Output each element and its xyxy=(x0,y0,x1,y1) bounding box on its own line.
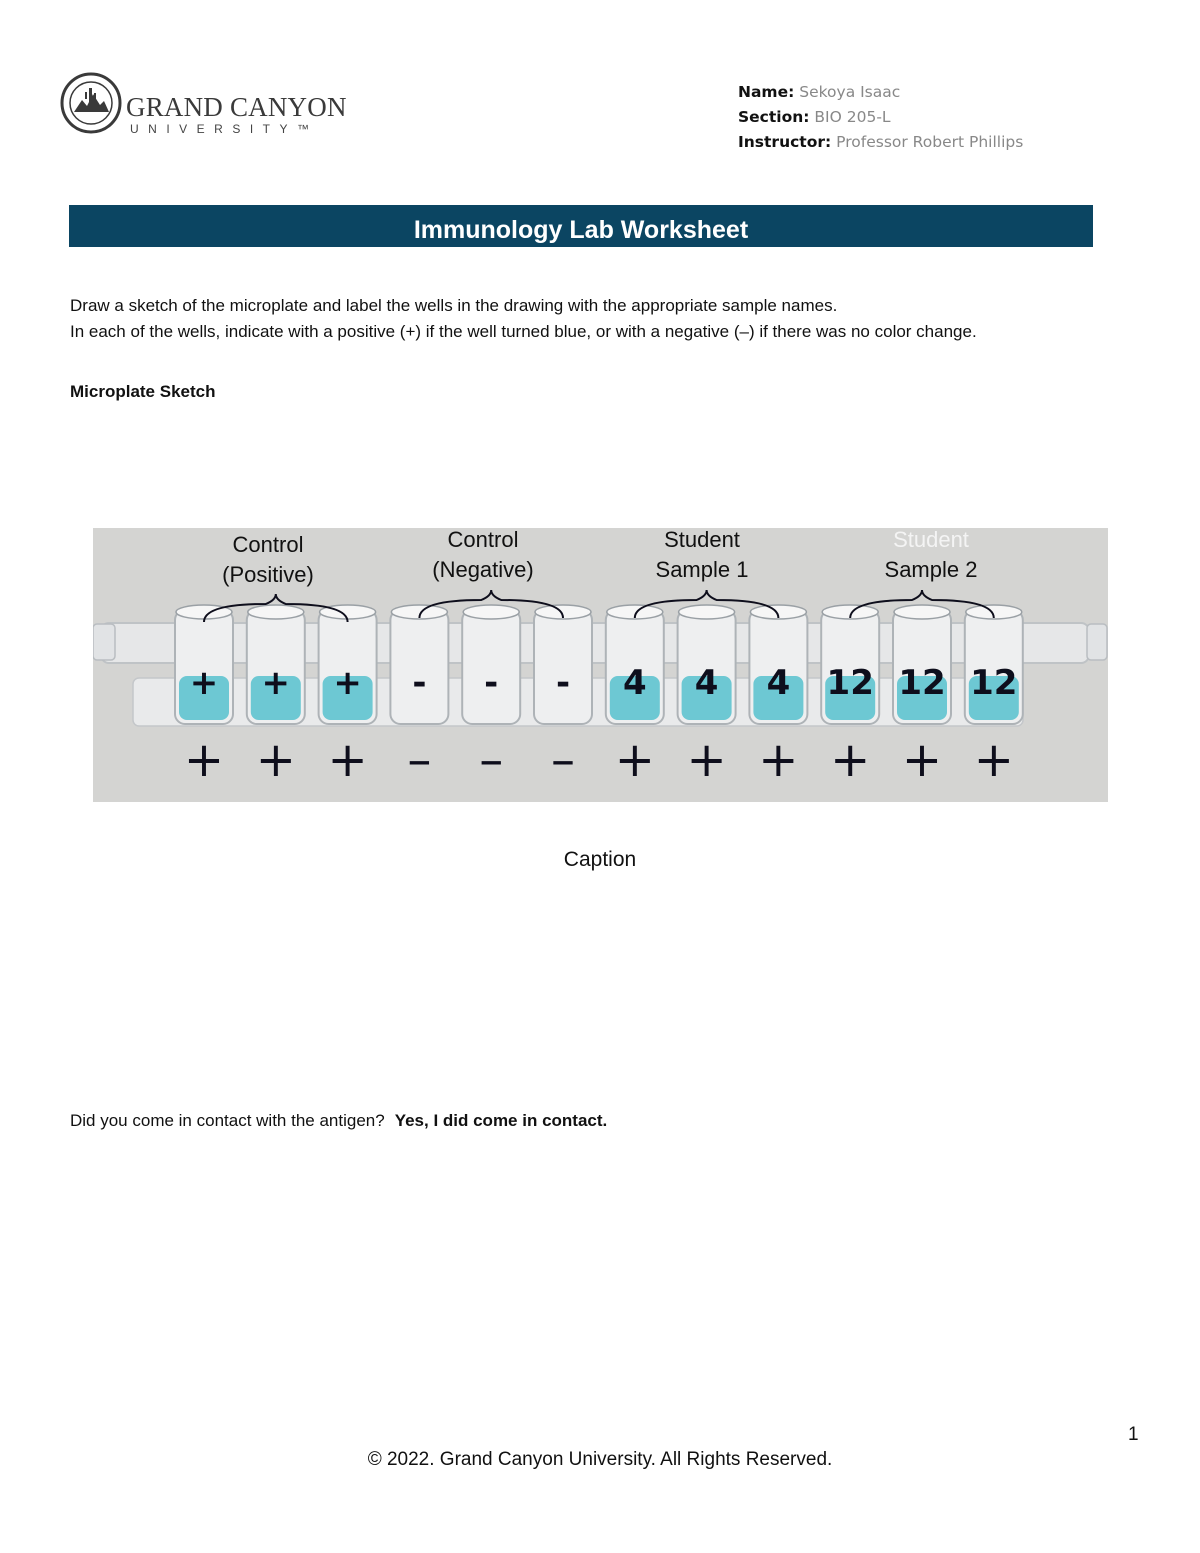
result-mark: + xyxy=(255,732,296,788)
university-logo xyxy=(60,72,347,136)
well-mark: 12 xyxy=(898,663,946,703)
result-mark: + xyxy=(327,732,368,788)
well-rim xyxy=(248,605,304,619)
group-label-line: (Positive) xyxy=(222,562,314,587)
group-label-line: Sample 2 xyxy=(884,557,978,582)
well-rim xyxy=(463,605,519,619)
instruction-paragraph-2: In each of the wells, indicate with a positive (+) if the well turned blue, or with a negative (–) if there was no color change. xyxy=(70,322,977,341)
instructor-value: Professor Robert Phillips xyxy=(836,133,1024,151)
name-line xyxy=(738,80,1023,105)
well-mark: 12 xyxy=(970,663,1018,703)
well-mark: 4 xyxy=(694,663,719,703)
instructor-line xyxy=(738,130,1023,155)
sketch-heading: Microplate Sketch xyxy=(70,382,216,401)
result-mark: + xyxy=(901,732,943,788)
strip-handle-right xyxy=(1087,624,1107,660)
group-label-line: Control xyxy=(232,532,304,557)
well-mark: - xyxy=(484,663,499,703)
section-line xyxy=(738,105,1023,130)
figure-caption: Caption xyxy=(563,848,637,871)
microplate-photo xyxy=(93,528,1108,802)
section-value: BIO 205-L xyxy=(814,108,891,126)
well-mark: + xyxy=(189,663,219,703)
name-label: Name: xyxy=(738,83,795,101)
well-mark: 4 xyxy=(622,663,647,703)
instruction-paragraph-1: Draw a sketch of the microplate and label the wells in the drawing with the appropriate sample names. xyxy=(70,296,838,315)
page-number: 1 xyxy=(1128,1424,1139,1445)
copyright-footer: © 2022. Grand Canyon University. All Rights Reserved. xyxy=(367,1449,833,1470)
well-mark: - xyxy=(555,663,571,703)
university-seal-icon xyxy=(60,72,122,134)
section-label: Section: xyxy=(738,108,810,126)
group-label-line: Student xyxy=(893,528,969,552)
group-label-line: Sample 1 xyxy=(655,557,749,582)
result-mark: + xyxy=(183,732,225,788)
student-info-block xyxy=(738,80,1023,155)
logo-wordmark: GRAND CANYON xyxy=(126,92,347,122)
group-label-negative-control xyxy=(383,528,583,585)
result-mark: + xyxy=(973,732,1014,788)
well-mark: 12 xyxy=(826,663,874,703)
name-value: Sekoya Isaac xyxy=(799,83,901,101)
group-label-student-sample-1 xyxy=(602,528,802,585)
group-label-student-sample-2 xyxy=(831,528,1031,585)
group-label-line: (Negative) xyxy=(432,557,534,582)
logo-subtitle: UNIVERSITY™ xyxy=(130,122,319,136)
well-mark: + xyxy=(261,663,291,703)
well-mark: - xyxy=(412,663,427,703)
instructor-label: Instructor: xyxy=(738,133,832,151)
group-label-line: Control xyxy=(447,528,519,552)
question-text: Did you come in contact with the antigen? xyxy=(70,1111,385,1130)
question-answer: Yes, I did come in contact. xyxy=(394,1111,608,1130)
group-label-positive-control xyxy=(168,530,368,590)
result-mark: + xyxy=(686,732,727,788)
title-banner: Immunology Lab Worksheet xyxy=(69,205,1093,247)
result-mark: + xyxy=(614,732,655,788)
result-mark: – xyxy=(479,732,504,788)
well-mark: + xyxy=(333,663,362,703)
antigen-question xyxy=(70,1111,607,1131)
well-mark: 4 xyxy=(766,663,791,703)
well-rim xyxy=(894,605,950,619)
group-label-line: Student xyxy=(664,528,740,552)
result-mark: + xyxy=(830,732,871,788)
result-mark: – xyxy=(407,732,432,788)
result-mark: – xyxy=(551,732,575,788)
well-rim xyxy=(679,605,735,619)
result-mark: + xyxy=(758,732,799,788)
strip-handle-left xyxy=(93,624,115,660)
